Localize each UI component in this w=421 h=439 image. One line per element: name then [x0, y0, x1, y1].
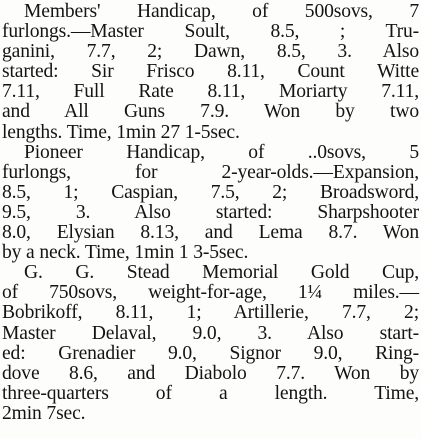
text-line: of 750sovs, weight-for-age, 1¼ miles.—: [2, 282, 419, 304]
text-line: 8.0, Elysian 8.13, and Lema 8.7. Won: [2, 222, 419, 244]
text-line: 2min 7sec.: [2, 402, 86, 424]
text-line: furlongs.—Master Soult, 8.5, ; Tru-: [2, 21, 419, 43]
text-line: Master Delaval, 9.0, 3. Also start-: [2, 322, 419, 344]
text-line: ganini, 7.7, 2; Dawn, 8.5, 3. Also: [2, 41, 419, 63]
text-line-pioneer-handicap-heading: Pioneer Handicap, of ..0sovs, 5: [24, 141, 419, 163]
text-line: three-quarters of a length. Time,: [2, 382, 419, 404]
text-line: ed: Grenadier 9.0, Signor 9.0, Ring-: [2, 342, 419, 364]
text-line: and All Guns 7.9. Won by two: [2, 101, 419, 123]
text-line: Bobrikoff, 8.11, 1; Artillerie, 7.7, 2;: [2, 302, 419, 324]
text-line: started: Sir Frisco 8.11, Count Witte: [2, 61, 419, 83]
race-results-column: [2, 2, 419, 424]
text-line: 7.11, Full Rate 8.11, Moriarty 7.11,: [2, 81, 419, 103]
text-line: 9.5, 3. Also started: Sharpshooter: [2, 201, 419, 223]
text-line: furlongs, for 2-year-olds.—Expansion,: [2, 161, 419, 183]
text-line: by a neck. Time, 1min 1 3-5sec.: [2, 242, 249, 264]
text-line: dove 8.6, and Diabolo 7.7. Won by: [2, 362, 419, 384]
text-line: 8.5, 1; Caspian, 7.5, 2; Broadsword,: [2, 181, 419, 203]
text-line: lengths. Time, 1min 27 1-5sec.: [2, 121, 240, 143]
text-line-members-handicap-heading: Members' Handicap, of 500sovs, 7: [24, 1, 419, 22]
text-line-stead-memorial-heading: G. G. Stead Memorial Gold Cup,: [24, 262, 419, 284]
